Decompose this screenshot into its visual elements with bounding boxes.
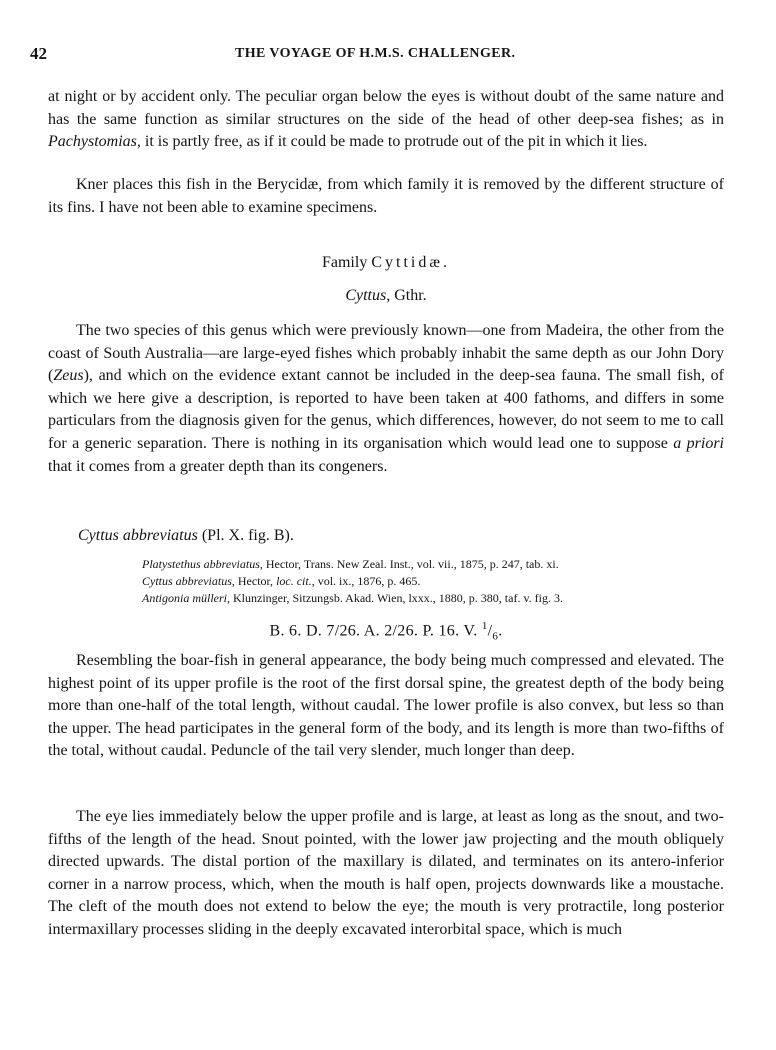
fin-formula: B. 6. D. 7/26. A. 2/26. P. 16. V. $^1/_6$. xyxy=(269,620,503,643)
synonym-1-citation: , Hector, Trans. New Zeal. Inst., vol. vii., 1875, p. 247, tab. xi. xyxy=(259,557,559,571)
fin-formula-end: . xyxy=(498,622,503,640)
paragraph-1 xyxy=(48,86,724,154)
para5-text: The eye lies immediately below the upper profile and is large, at least as long as the snout, and two-fifths of the length of the head. Snout pointed, with the lower jaw projecting and the mouth obliquely directed upwards. The distal portion of the maxillary is dilated, and terminates on its antero-inferior corner in a narrow process, which, when the mouth is half open, projects downwards like a moustache. The cleft of the mouth does not extend to below the eye; the mouth is very protractile, long posterior intermaxillary processes sliding in the deeply excavated interorbital space, which is much xyxy=(48,808,724,938)
para1-text-c: , it is partly free, as if it could be made to protrude out of the pit in which it lies. xyxy=(136,133,648,151)
family-prefix: Family xyxy=(321,254,372,271)
synonym-1 xyxy=(142,556,563,573)
genus-heading xyxy=(48,287,724,305)
family-name: Cyttidæ. xyxy=(371,254,451,271)
genus-author: , Gthr. xyxy=(386,287,427,304)
para2-text: Kner places this fish in the Berycidæ, from which family it is removed by the different structure of its fins. I have not been able to examine specimens. xyxy=(48,176,724,216)
paragraph-5 xyxy=(48,806,724,942)
species-ref: (Pl. X. fig. B). xyxy=(197,527,294,544)
synonym-2-loc-cit: loc. cit. xyxy=(276,574,312,588)
para3-text-a: The two species of this genus which were previously known—one from Madeira, the other from the coast of South Australia—are large-eyed fishes which probably inhabit the same depth as our John Dory ( xyxy=(48,322,724,385)
page-number: 42 xyxy=(30,44,47,63)
para4-text: Resembling the boar-fish in general appearance, the body being much compressed and elevated. The highest point of its upper profile is the root of the first dorsal spine, the greatest depth of the body being more than one-half of the total length, without caudal. The lower profile is also convex, but less so than the upper. The head participates in the general form of the body, and its length is more than two-fifths of the total, without caudal. Peduncle of the tail very slender, much longer than deep. xyxy=(48,652,724,760)
fin-formula-text: B. 6. D. 7/26. A. 2/26. P. 16. V. xyxy=(269,622,482,640)
paragraph-3 xyxy=(48,320,724,478)
para1-genus: Pachystomias xyxy=(48,133,137,151)
para3-a-priori: a priori xyxy=(673,434,725,452)
synonym-3-name: Antigonia mülleri xyxy=(142,591,227,605)
paragraph-4 xyxy=(48,650,724,763)
synonym-2-name: Cyttus abbreviatus xyxy=(142,574,232,588)
para3-text-c: ), and which on the evidence extant cannot be included in the deep-sea fauna. The small fish, of which we here give a description, is reported to have been taken at 400 fathoms, and differs in some particulars from the diagnosis given for the genus, which differences, however, do not seem to me to call for a generic separation. There is nothing in its organisation which would lead one to suppose xyxy=(48,367,724,452)
page-header xyxy=(30,44,730,64)
para1-text-a: at night or by accident only. The peculiar organ below the eyes is without doubt of the same nature and has the same function as similar structures on the side of the head of other deep-sea fishes; as in xyxy=(48,88,724,128)
running-head: THE VOYAGE OF H.M.S. CHALLENGER. xyxy=(235,46,516,61)
genus-name: Cyttus xyxy=(345,287,387,304)
para3-text-e: that it comes from a greater depth than its congeners. xyxy=(48,457,388,475)
synonym-3 xyxy=(142,590,563,607)
family-heading xyxy=(48,254,724,272)
fraction-numerator: 1 xyxy=(481,620,488,632)
synonymy-list xyxy=(142,556,563,607)
paragraph-2 xyxy=(48,174,724,219)
synonym-2-citation-b: , vol. ix., 1876, p. 465. xyxy=(311,574,421,588)
species-name: Cyttus abbreviatus xyxy=(78,527,198,544)
synonym-3-citation: , Klunzinger, Sitzungsb. Akad. Wien, lxxx., 1880, p. 380, taf. v. fig. 3. xyxy=(227,591,563,605)
species-heading xyxy=(78,527,294,545)
para3-zeus: Zeus xyxy=(53,367,84,385)
fraction-denominator: 6 xyxy=(492,630,499,643)
synonym-1-name: Platystethus abbreviatus xyxy=(142,557,260,571)
synonym-2-citation-a: , Hector, xyxy=(231,574,277,588)
synonym-2 xyxy=(142,573,563,590)
